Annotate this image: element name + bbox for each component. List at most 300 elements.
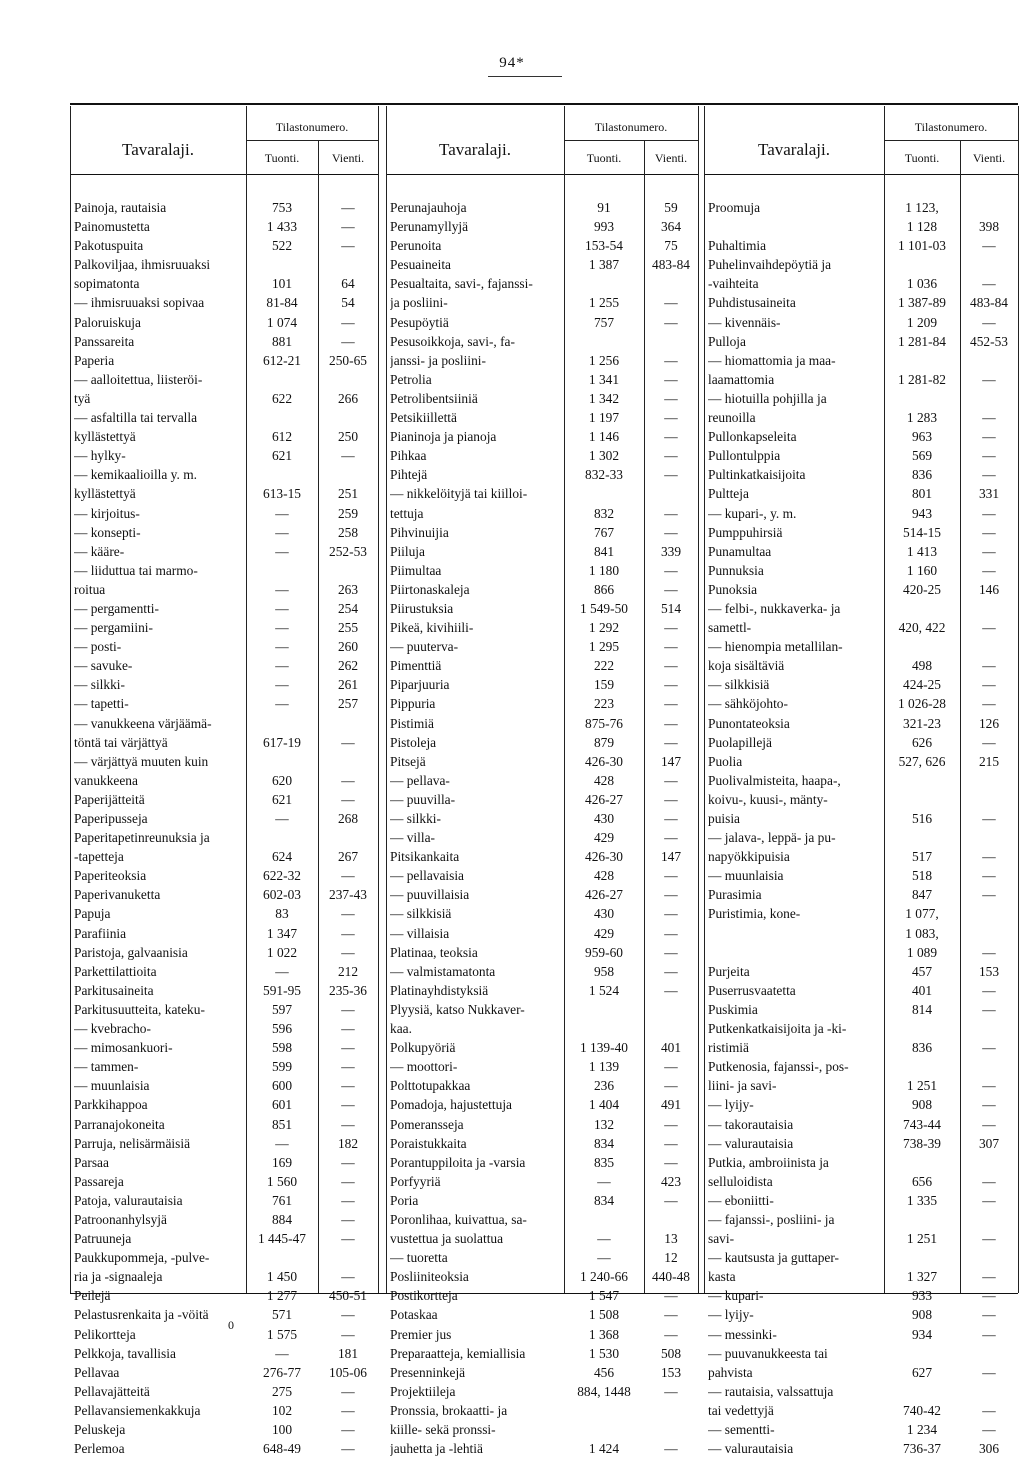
import-number: 832 bbox=[593, 505, 615, 521]
item-name: Piirtonaskaleja bbox=[390, 581, 470, 597]
export-number: 13 bbox=[664, 1231, 678, 1247]
import-number: — bbox=[597, 1250, 611, 1266]
list-item bbox=[704, 1076, 1018, 1095]
item-name: — pergamiini- bbox=[74, 620, 153, 636]
list-item bbox=[704, 293, 1018, 312]
item-name: Pimenttiä bbox=[390, 658, 442, 674]
list-item bbox=[704, 427, 1018, 446]
item-name: Pikeä, kivihiili- bbox=[390, 620, 474, 636]
item-name: Pultteja bbox=[708, 486, 749, 502]
item-name: Pronssia, brokaatti- ja bbox=[390, 1402, 508, 1418]
export-number: — bbox=[664, 639, 678, 655]
list-item bbox=[386, 408, 698, 427]
export-number: — bbox=[341, 238, 355, 254]
export-number: — bbox=[982, 1097, 996, 1113]
list-item bbox=[70, 255, 378, 274]
list-item bbox=[386, 1382, 698, 1401]
list-item bbox=[70, 1286, 378, 1305]
list-item bbox=[386, 943, 698, 962]
export-number: — bbox=[982, 1173, 996, 1189]
list-item bbox=[386, 1095, 698, 1114]
column-divider bbox=[378, 106, 379, 1293]
list-item bbox=[386, 828, 698, 847]
item-name: Puhaltimia bbox=[708, 238, 767, 254]
list-item bbox=[386, 1229, 698, 1248]
list-item bbox=[386, 1305, 698, 1324]
list-item bbox=[70, 1439, 378, 1458]
list-item bbox=[70, 962, 378, 981]
export-number: — bbox=[341, 1173, 355, 1189]
item-name: Paperivanuketta bbox=[74, 887, 161, 903]
group-header-rule bbox=[884, 140, 1018, 141]
list-item bbox=[386, 1134, 698, 1153]
list-item bbox=[70, 1000, 378, 1019]
export-number: — bbox=[341, 1383, 355, 1399]
list-item bbox=[70, 351, 378, 370]
import-number: 1 292 bbox=[588, 620, 620, 636]
list-item bbox=[704, 790, 1018, 809]
import-number: 1 277 bbox=[266, 1288, 298, 1304]
list-item bbox=[704, 1286, 1018, 1305]
group-header: Tilastonumero. bbox=[275, 120, 349, 134]
import-number: 1 547 bbox=[588, 1288, 620, 1304]
export-number: 514 bbox=[660, 600, 682, 616]
import-number: 1 433 bbox=[266, 219, 298, 235]
item-name: Parranajokoneita bbox=[74, 1116, 165, 1132]
list-item bbox=[704, 1000, 1018, 1019]
item-name: — lyijy- bbox=[708, 1307, 754, 1323]
list-item bbox=[70, 580, 378, 599]
list-item bbox=[386, 484, 698, 503]
list-item bbox=[704, 599, 1018, 618]
export-number: — bbox=[341, 314, 355, 330]
list-item bbox=[70, 714, 378, 733]
list-item bbox=[386, 427, 698, 446]
import-number: 1 450 bbox=[266, 1269, 298, 1285]
export-number: — bbox=[982, 314, 996, 330]
list-item bbox=[386, 1420, 698, 1439]
list-item bbox=[70, 1038, 378, 1057]
import-number: 613-15 bbox=[263, 486, 301, 502]
list-item bbox=[70, 293, 378, 312]
item-name: — moottori- bbox=[390, 1059, 458, 1075]
item-name: Pihtejä bbox=[390, 467, 428, 483]
import-number: 1 101-03 bbox=[898, 238, 946, 254]
item-name: Putkenkatkaisijoita ja -ki- bbox=[708, 1021, 847, 1037]
list-item bbox=[704, 981, 1018, 1000]
item-name: — messinki- bbox=[708, 1326, 777, 1342]
import-number: 1 530 bbox=[588, 1345, 620, 1361]
export-number: 483-84 bbox=[970, 295, 1008, 311]
import-number: — bbox=[597, 1173, 611, 1189]
export-number: — bbox=[982, 448, 996, 464]
import-number: 963 bbox=[911, 429, 933, 445]
import-number: 456 bbox=[593, 1364, 615, 1380]
import-number: 426-30 bbox=[585, 753, 623, 769]
list-item bbox=[70, 1019, 378, 1038]
list-item bbox=[386, 790, 698, 809]
item-name: Pelkkoja, tavallisia bbox=[74, 1345, 176, 1361]
export-number: — bbox=[664, 963, 678, 979]
import-number: 908 bbox=[911, 1307, 933, 1323]
export-number: — bbox=[664, 734, 678, 750]
item-name: liini- ja savi- bbox=[708, 1078, 777, 1094]
list-item bbox=[70, 656, 378, 675]
list-item bbox=[704, 1401, 1018, 1420]
list-item bbox=[386, 523, 698, 542]
item-name: Pelastusrenkaita ja -vöitä bbox=[74, 1307, 209, 1323]
import-number: 1 560 bbox=[266, 1173, 298, 1189]
list-item bbox=[70, 847, 378, 866]
item-name: — takorautaisia bbox=[708, 1116, 794, 1132]
import-number: 517 bbox=[911, 849, 933, 865]
import-number: 743-44 bbox=[903, 1116, 941, 1132]
item-name: Platinayhdistyksiä bbox=[390, 982, 489, 998]
item-name: janssi- ja posliini- bbox=[390, 352, 486, 368]
list-item bbox=[70, 427, 378, 446]
import-number: 1 256 bbox=[588, 352, 620, 368]
import-number: 1 342 bbox=[588, 390, 620, 406]
export-number: 262 bbox=[337, 658, 359, 674]
item-name: Potaskaa bbox=[390, 1307, 438, 1323]
list-item bbox=[386, 1000, 698, 1019]
list-item bbox=[704, 1325, 1018, 1344]
list-item bbox=[704, 1115, 1018, 1134]
export-number: 126 bbox=[978, 715, 1000, 731]
export-number: 258 bbox=[337, 524, 359, 540]
import-number: 1 139 bbox=[588, 1059, 620, 1075]
import-number: 222 bbox=[593, 658, 615, 674]
import-number: 101 bbox=[271, 276, 293, 292]
import-number: 648-49 bbox=[263, 1441, 301, 1457]
import-number: 1 139-40 bbox=[580, 1040, 628, 1056]
import-number: — bbox=[275, 1135, 289, 1151]
import-number: 159 bbox=[593, 677, 615, 693]
import-number: 836 bbox=[911, 467, 933, 483]
import-number: 1 281-82 bbox=[898, 371, 946, 387]
list-item bbox=[70, 332, 378, 351]
import-number: — bbox=[275, 811, 289, 826]
export-number: — bbox=[664, 581, 678, 597]
item-name: — valurautaisia bbox=[708, 1441, 794, 1457]
item-name: sopimatonta bbox=[74, 276, 140, 292]
import-number: 832-33 bbox=[585, 467, 623, 483]
item-name: puisia bbox=[708, 811, 740, 826]
item-name: laamattomia bbox=[708, 371, 775, 387]
group-header: Tilastonumero. bbox=[914, 120, 988, 134]
list-item bbox=[386, 1286, 698, 1305]
export-number: — bbox=[982, 371, 996, 387]
export-number: — bbox=[341, 333, 355, 349]
export-number: 260 bbox=[337, 639, 359, 655]
list-item bbox=[70, 1153, 378, 1172]
import-number: 1 302 bbox=[588, 448, 620, 464]
export-number: 491 bbox=[660, 1097, 682, 1113]
list-item bbox=[704, 1057, 1018, 1076]
import-number: 875-76 bbox=[585, 715, 623, 731]
list-item bbox=[70, 1076, 378, 1095]
list-item bbox=[704, 370, 1018, 389]
import-number: 612-21 bbox=[263, 352, 301, 368]
export-number: — bbox=[982, 887, 996, 903]
import-number: 599 bbox=[271, 1059, 293, 1075]
export-number: — bbox=[664, 715, 678, 731]
item-name: — rautaisia, valssattuja bbox=[708, 1383, 834, 1399]
item-name: Parkitusuutteita, kateku- bbox=[74, 1001, 205, 1017]
export-number: — bbox=[341, 791, 355, 807]
export-number: 212 bbox=[337, 963, 359, 979]
item-name: roitua bbox=[74, 581, 106, 597]
list-item bbox=[70, 943, 378, 962]
list-item bbox=[704, 885, 1018, 904]
export-number: — bbox=[341, 1154, 355, 1170]
item-name: Puristimia, kone- bbox=[708, 906, 801, 922]
export-number: 267 bbox=[337, 849, 359, 865]
import-number: 424-25 bbox=[903, 677, 941, 693]
item-name: Poria bbox=[390, 1192, 419, 1208]
list-item bbox=[704, 446, 1018, 465]
import-number: 879 bbox=[593, 734, 615, 750]
item-name: — hienompia metallilan- bbox=[708, 639, 843, 655]
import-number: 738-39 bbox=[903, 1135, 941, 1151]
export-number: 153 bbox=[660, 1364, 682, 1380]
export-number: 54 bbox=[341, 295, 355, 311]
item-name: Paperia bbox=[74, 352, 115, 368]
list-item bbox=[704, 1439, 1018, 1458]
export-number: — bbox=[341, 944, 355, 960]
export-number: — bbox=[664, 906, 678, 922]
column-divider bbox=[1018, 106, 1019, 1293]
item-name: Petsikiillettä bbox=[390, 410, 457, 426]
list-item bbox=[704, 1172, 1018, 1191]
import-number: 1 074 bbox=[266, 314, 298, 330]
item-name: Puskimia bbox=[708, 1001, 758, 1017]
import-number: 814 bbox=[911, 1001, 933, 1017]
export-number: 398 bbox=[978, 219, 1000, 235]
import-number: 866 bbox=[593, 581, 615, 597]
import-number: 933 bbox=[911, 1288, 933, 1304]
list-item bbox=[704, 1153, 1018, 1172]
import-number: 736-37 bbox=[903, 1441, 941, 1457]
list-item bbox=[386, 446, 698, 465]
export-number: 483-84 bbox=[652, 257, 690, 273]
item-name: Pulloja bbox=[708, 333, 746, 349]
import-number: 834 bbox=[593, 1192, 615, 1208]
export-number: — bbox=[664, 429, 678, 445]
export-number: — bbox=[664, 1307, 678, 1323]
list-item bbox=[704, 809, 1018, 828]
item-name: Pesuaineita bbox=[390, 257, 451, 273]
list-item bbox=[704, 313, 1018, 332]
list-item bbox=[704, 733, 1018, 752]
import-number: 622-32 bbox=[263, 868, 301, 884]
list-item bbox=[704, 1210, 1018, 1229]
import-number: 1 281-84 bbox=[898, 333, 946, 349]
import-number: 596 bbox=[271, 1021, 293, 1037]
import-number: 740-42 bbox=[903, 1402, 941, 1418]
list-item bbox=[386, 1325, 698, 1344]
list-item bbox=[704, 1191, 1018, 1210]
list-item bbox=[386, 465, 698, 484]
list-item bbox=[70, 274, 378, 293]
export-number: 237-43 bbox=[329, 887, 367, 903]
column-header bbox=[704, 106, 1018, 175]
list-item bbox=[704, 828, 1018, 847]
table-top-rule bbox=[70, 103, 1018, 105]
item-name: Piiluja bbox=[390, 543, 425, 559]
export-number: — bbox=[982, 982, 996, 998]
item-name: — pellava- bbox=[390, 772, 450, 788]
item-name: Presenninkejä bbox=[390, 1364, 466, 1380]
import-number: 621 bbox=[271, 448, 293, 464]
import-number: 514-15 bbox=[903, 524, 941, 540]
import-number: 959-60 bbox=[585, 944, 623, 960]
list-item bbox=[386, 1267, 698, 1286]
list-item bbox=[386, 637, 698, 656]
export-number: — bbox=[664, 830, 678, 846]
item-name: Poraistukkaita bbox=[390, 1135, 467, 1151]
list-item bbox=[386, 1019, 698, 1038]
item-name: Pianinoja ja pianoja bbox=[390, 429, 497, 445]
export-number: 146 bbox=[978, 581, 1000, 597]
list-item bbox=[70, 694, 378, 713]
item-name: — kautsusta ja guttaper- bbox=[708, 1250, 839, 1266]
list-item bbox=[704, 561, 1018, 580]
import-number: 598 bbox=[271, 1040, 293, 1056]
item-name: Pitsikankaita bbox=[390, 849, 460, 865]
list-item bbox=[386, 771, 698, 790]
item-name: — silkki- bbox=[74, 677, 125, 693]
export-header: Vienti. bbox=[331, 151, 365, 165]
export-number: 440-48 bbox=[652, 1269, 690, 1285]
import-number: 420, 422 bbox=[898, 620, 946, 636]
import-number: 169 bbox=[271, 1154, 293, 1170]
item-name: — värjättyä muuten kuin bbox=[74, 753, 209, 769]
import-number: 1 234 bbox=[906, 1422, 938, 1437]
export-number: — bbox=[982, 1307, 996, 1323]
import-number: 591-95 bbox=[263, 982, 301, 998]
export-number: — bbox=[664, 1288, 678, 1304]
list-item bbox=[704, 408, 1018, 427]
export-number: — bbox=[982, 1078, 996, 1094]
export-number: — bbox=[982, 1116, 996, 1132]
list-item bbox=[70, 313, 378, 332]
list-item bbox=[386, 656, 698, 675]
export-number: — bbox=[982, 1001, 996, 1017]
export-number: — bbox=[664, 1059, 678, 1075]
list-item bbox=[386, 1115, 698, 1134]
export-number: — bbox=[664, 1135, 678, 1151]
import-number: 83 bbox=[275, 906, 289, 922]
import-number: 1 424 bbox=[588, 1441, 620, 1457]
item-name: — kemikaalioilla y. m. bbox=[74, 467, 197, 483]
export-header: Vienti. bbox=[972, 151, 1006, 165]
list-item bbox=[386, 1172, 698, 1191]
header-divider bbox=[318, 140, 319, 174]
import-number: 1 508 bbox=[588, 1307, 620, 1323]
import-number: 597 bbox=[271, 1001, 293, 1017]
list-item bbox=[704, 1267, 1018, 1286]
entry-list bbox=[70, 198, 378, 1458]
export-number: — bbox=[664, 982, 678, 998]
list-item bbox=[386, 1210, 698, 1229]
column-header bbox=[386, 106, 698, 175]
list-item bbox=[386, 924, 698, 943]
export-number: 508 bbox=[660, 1345, 682, 1361]
export-number: — bbox=[664, 620, 678, 636]
import-number: 1 146 bbox=[588, 429, 620, 445]
item-name: — tuoretta bbox=[390, 1250, 448, 1266]
import-number: 428 bbox=[593, 772, 615, 788]
list-item bbox=[704, 1363, 1018, 1382]
import-number: 276-77 bbox=[263, 1364, 301, 1380]
list-item bbox=[386, 351, 698, 370]
import-number: 943 bbox=[911, 505, 933, 521]
export-number: — bbox=[982, 1288, 996, 1304]
list-item bbox=[386, 561, 698, 580]
item-name: Papuja bbox=[74, 906, 111, 922]
import-number: 100 bbox=[271, 1422, 293, 1437]
import-number: 1 387-89 bbox=[898, 295, 946, 311]
import-number: 624 bbox=[271, 849, 293, 865]
item-name: Pistoleja bbox=[390, 734, 437, 750]
import-number: 881 bbox=[271, 333, 293, 349]
item-name: Pomeransseja bbox=[390, 1116, 464, 1132]
import-number: 1 077, bbox=[905, 906, 939, 922]
list-item bbox=[70, 542, 378, 561]
item-name: Panssareita bbox=[74, 333, 135, 349]
import-number: — bbox=[275, 524, 289, 540]
item-name: Patruuneja bbox=[74, 1231, 132, 1247]
item-name: — puuterva- bbox=[390, 639, 459, 655]
list-item bbox=[704, 504, 1018, 523]
import-number: 223 bbox=[593, 696, 615, 712]
item-name: — kupari-, y. m. bbox=[708, 505, 797, 521]
import-number: 275 bbox=[271, 1383, 293, 1399]
list-item bbox=[386, 1344, 698, 1363]
list-item bbox=[386, 313, 698, 332]
export-number: 153 bbox=[978, 963, 1000, 979]
list-item bbox=[704, 1344, 1018, 1363]
export-number: — bbox=[982, 276, 996, 292]
list-item bbox=[704, 1382, 1018, 1401]
item-name: vanukkeena bbox=[74, 772, 138, 788]
import-number: 457 bbox=[911, 963, 933, 979]
list-item bbox=[70, 1191, 378, 1210]
list-item bbox=[704, 274, 1018, 293]
export-number: 450-51 bbox=[329, 1288, 367, 1304]
item-name: kasta bbox=[708, 1269, 736, 1285]
export-number: — bbox=[982, 1040, 996, 1056]
import-number: 428 bbox=[593, 868, 615, 884]
import-number: 1 368 bbox=[588, 1326, 620, 1342]
item-name: Pultinkatkaisijoita bbox=[708, 467, 806, 483]
list-item bbox=[704, 962, 1018, 981]
export-number: — bbox=[664, 467, 678, 483]
list-item bbox=[70, 217, 378, 236]
item-name: Pumppuhirsiä bbox=[708, 524, 783, 540]
item-name: Punoksia bbox=[708, 581, 758, 597]
list-item bbox=[704, 847, 1018, 866]
item-name: — ihmisruuaksi sopivaa bbox=[74, 295, 205, 311]
export-number: 215 bbox=[978, 753, 1000, 769]
export-number: — bbox=[664, 505, 678, 521]
import-header: Tuonti. bbox=[586, 151, 622, 165]
list-item bbox=[386, 332, 698, 351]
export-number: — bbox=[341, 1441, 355, 1457]
export-number: — bbox=[982, 238, 996, 254]
item-name: Pippuria bbox=[390, 696, 436, 712]
